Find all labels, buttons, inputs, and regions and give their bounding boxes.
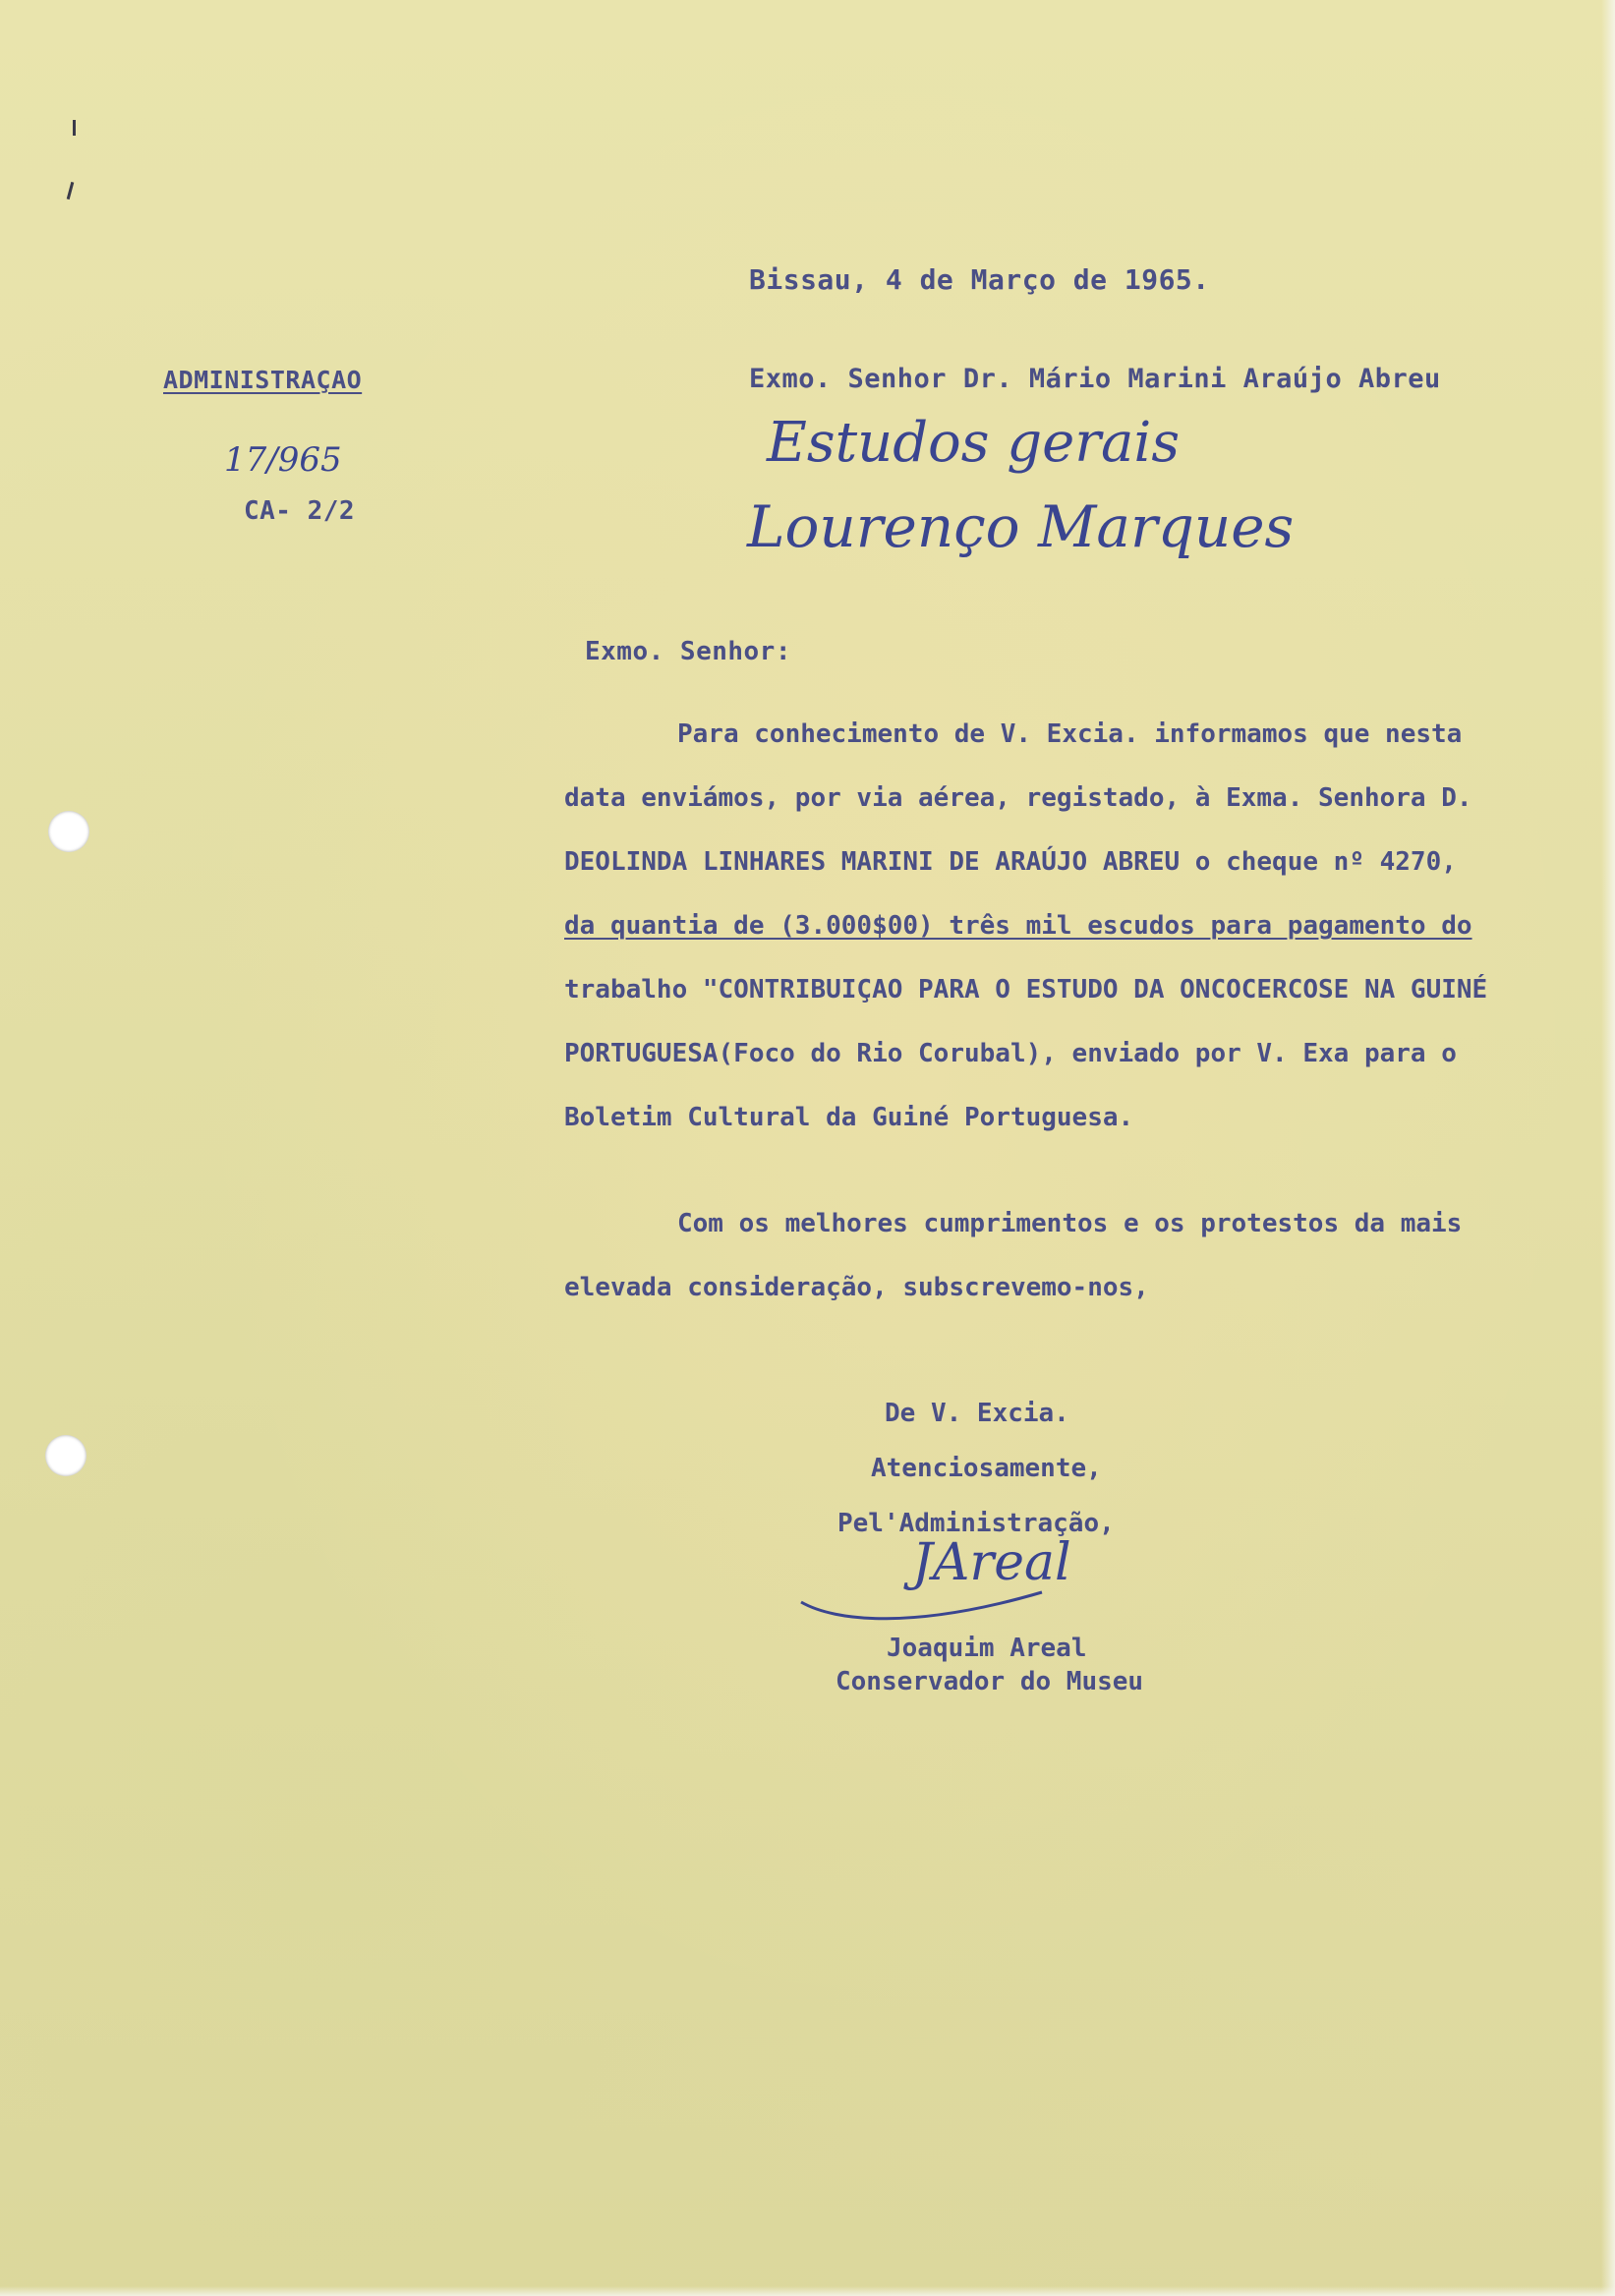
body-line: Para conhecimento de V. Excia. informamos que nesta — [677, 719, 1463, 749]
punch-hole-bottom — [45, 1435, 87, 1476]
body-line: DEOLINDA LINHARES MARINI DE ARAÚJO ABREU o cheque nº 4270, — [564, 847, 1457, 877]
reference-code: CA- 2/2 — [244, 496, 356, 526]
body-line: Boletim Cultural da Guiné Portuguesa. — [564, 1103, 1134, 1132]
paper-edge-bottom — [0, 2286, 1615, 2296]
margin-mark — [73, 120, 76, 136]
body-line: data enviámos, por via aérea, registado, à Exma. Senhora D. — [564, 783, 1472, 813]
signature-flourish — [796, 1573, 1052, 1632]
body-line: Com os melhores cumprimentos e os protestos da mais — [677, 1209, 1463, 1238]
handwritten-note-lourenco: Lourenço Marques — [747, 493, 1295, 560]
closing-line: Pel'Administração, — [837, 1509, 1115, 1538]
body-line: elevada consideração, subscrevemo-nos, — [564, 1273, 1149, 1302]
body-paragraph-1 — [564, 703, 1487, 1150]
reference-number: 17/965 — [224, 440, 342, 480]
signatory-name: Joaquim Areal — [887, 1634, 1087, 1663]
signature: JAreal — [912, 1533, 1071, 1592]
closing-line: De V. Excia. — [885, 1399, 1069, 1428]
body-line: trabalho "CONTRIBUIÇAO PARA O ESTUDO DA ONCOCERCOSE NA GUINÉ — [564, 975, 1488, 1004]
closing-block — [837, 1386, 1115, 1551]
body-line: da quantia de (3.000$00) três mil escudos para pagamento do — [564, 911, 1472, 941]
handwritten-note-estudos: Estudos gerais — [767, 411, 1181, 475]
salutation: Exmo. Senhor: — [585, 637, 791, 666]
margin-mark — [67, 182, 75, 200]
punch-hole-top — [48, 811, 89, 852]
place-date: Bissau, 4 de Março de 1965. — [749, 263, 1210, 296]
paper-edge-right — [1601, 0, 1615, 2296]
closing-line: Atenciosamente, — [871, 1454, 1102, 1483]
body-paragraph-2 — [564, 1192, 1462, 1320]
recipient-line: Exmo. Senhor Dr. Mário Marini Araújo Abreu — [749, 364, 1441, 394]
signatory-title: Conservador do Museu — [836, 1667, 1144, 1696]
body-line: PORTUGUESA(Foco do Rio Corubal), enviado por V. Exa para o — [564, 1039, 1457, 1068]
signatory-block — [836, 1632, 1143, 1698]
reference-department: ADMINISTRAÇAO — [163, 366, 363, 394]
